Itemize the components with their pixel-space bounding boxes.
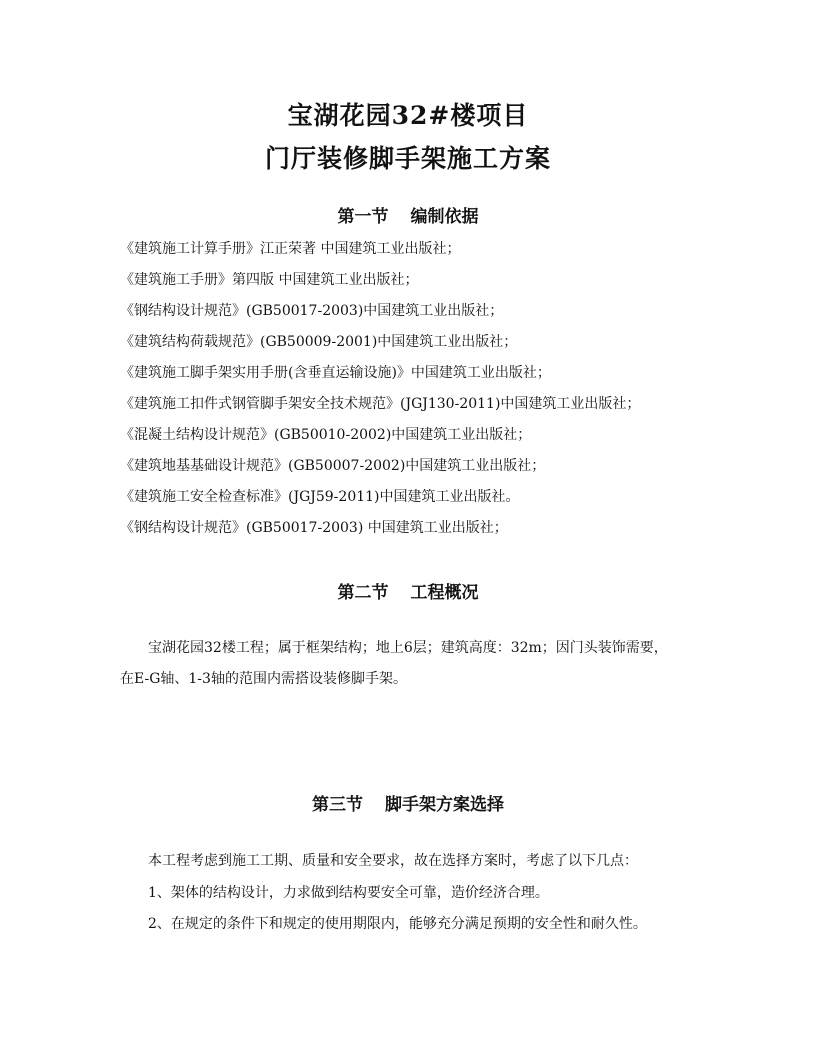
reference-item: 《建筑施工脚手架实用手册(含垂直运输设施)》中国建筑工业出版社；	[120, 365, 551, 381]
reference-item: 《建筑施工扣件式钢管脚手架安全技术规范》(JGJ130-2011)中国建筑工业出版社；	[120, 396, 641, 412]
section-title: 工程概况	[410, 583, 479, 603]
overview-paragraph-line2: 在E-G轴、1-3轴的范围内需搭设装修脚手架。	[120, 671, 407, 687]
reference-list	[120, 236, 640, 546]
section-heading-overview	[0, 578, 816, 603]
overview-paragraph-line1: 宝湖花园32楼工程；属于框架结构；地上6层；建筑高度：32m；因门头装饰需要，	[148, 640, 668, 656]
section-number: 第二节	[337, 583, 389, 603]
section-title: 脚手架方案选择	[385, 795, 504, 815]
reference-item: 《建筑施工计算手册》江正荣著 中国建筑工业出版社；	[120, 241, 461, 257]
section-title: 编制依据	[410, 207, 479, 227]
document-title-line2: 门厅装修脚手架施工方案	[264, 144, 551, 173]
section-heading-basis	[0, 202, 816, 227]
section-number: 第三节	[312, 795, 363, 815]
reference-item: 《混凝土结构设计规范》(GB50010-2002)中国建筑工业出版社；	[120, 427, 532, 443]
plan-list-item: 2、在规定的条件下和规定的使用期限内，能够充分满足预期的安全性和耐久性。	[148, 916, 647, 932]
reference-item: 《钢结构设计规范》(GB50017-2003) 中国建筑工业出版社；	[120, 520, 508, 536]
reference-item: 《建筑施工手册》第四版 中国建筑工业出版社；	[120, 272, 419, 288]
document-title-line1: 宝湖花园32#楼项目	[287, 101, 529, 130]
reference-item: 《钢结构设计规范》(GB50017-2003)中国建筑工业出版社；	[120, 303, 504, 319]
section-number: 第一节	[337, 207, 389, 227]
plan-list-item: 1、架体的结构设计，力求做到结构要安全可靠，造价经济合理。	[148, 885, 549, 901]
reference-item: 《建筑结构荷载规范》(GB50009-2001)中国建筑工业出版社；	[120, 334, 518, 350]
reference-item: 《建筑施工安全检查标准》(JGJ59-2011)中国建筑工业出版社。	[120, 489, 520, 505]
reference-item: 《建筑地基基础设计规范》(GB50007-2002)中国建筑工业出版社；	[120, 458, 546, 474]
section-heading-scaffold-plan	[0, 790, 816, 815]
plan-intro-paragraph: 本工程考虑到施工工期、质量和安全要求，故在选择方案时，考虑了以下几点：	[148, 853, 638, 869]
